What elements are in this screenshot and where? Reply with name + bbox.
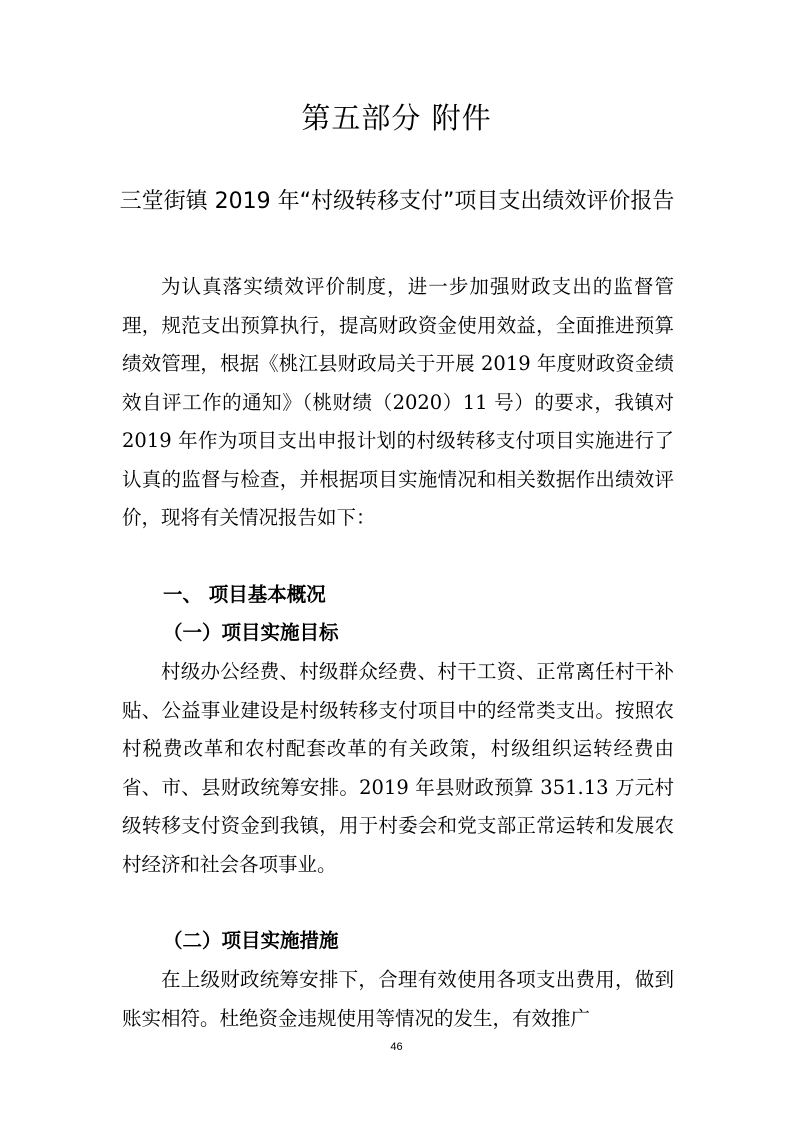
part-title: 第五部分 附件 bbox=[301, 101, 492, 135]
intro-paragraph: 为认真落实绩效评价制度，进一步加强财政支出的监督管理，规范支出预算执行，提高财政资金使用效益，全面推进预算绩效管理，根据《桃江县财政局关于开展 2019 年度财政资金绩效自评工作的通知》（桃财绩（2020）11 号）的要求，我镇对 2019 年作为项目支出申报计划的村级转移支付项目实施进行了认真的监督与检查，并根据项目实施情况和相关数据作出绩效评价，现将有关情况报告如下： bbox=[122, 275, 674, 529]
subsection-2-heading: （二）项目实施措施 bbox=[163, 929, 339, 952]
report-title: 三堂街镇 2019 年“村级转移支付”项目支出绩效评价报告 bbox=[119, 189, 675, 214]
subsection-2-paragraph: 在上级财政统筹安排下，合理有效使用各项支出费用，做到账实相符。杜绝资金违规使用等情况的发生，有效推广 bbox=[122, 968, 674, 1030]
section-1-heading: 一、 项目基本概况 bbox=[163, 583, 326, 606]
subsection-1-heading: （一）项目实施目标 bbox=[163, 621, 339, 644]
subsection-1-paragraph: 村级办公经费、村级群众经费、村干工资、正常离任村干补贴、公益事业建设是村级转移支付项目中的经常类支出。按照农村税费改革和农村配套改革的有关政策，村级组织运转经费由省、市、县财政统筹安排。2019 年县财政预算 351.13 万元村级转移支付资金到我镇，用于村委会和党支部正常运转和发展农村经济和社会各项事业。 bbox=[122, 660, 674, 876]
page-number: 46 bbox=[390, 1041, 403, 1053]
